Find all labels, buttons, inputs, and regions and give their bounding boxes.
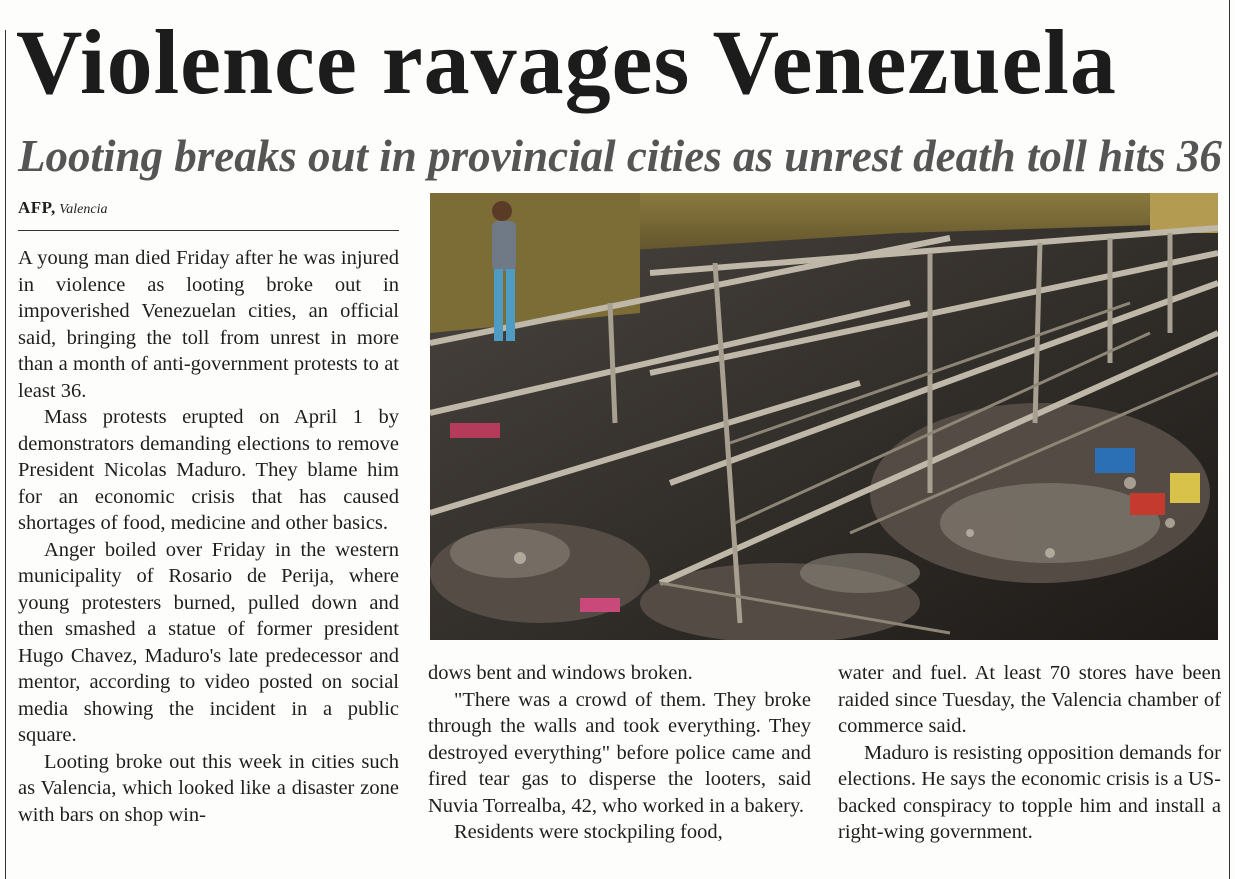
article-column-1	[18, 245, 399, 828]
byline	[18, 198, 107, 220]
byline-rule	[18, 230, 399, 231]
paragraph: dows bent and windows broken.	[428, 662, 693, 684]
article-column-3	[838, 660, 1221, 846]
looted-store-photo	[430, 193, 1218, 640]
paragraph: Anger boiled over Friday in the western municipality of Rosario de Perija, where young protesters burned, pulled down and then smashed a statue of former president Hugo Chavez, Maduro's late predecessor and mentor, according to video posted on social media showing the incident in a public square.	[18, 538, 399, 746]
paragraph: "There was a crowd of them. They broke through the walls and took everything. They destroyed everything" before police came and fired tear gas to disperse the looters, said Nuvia Torrealba, 42, who worked in a bakery.	[428, 688, 811, 817]
headline: Violence ravages Venezuela	[16, 11, 1117, 113]
byline-agency: AFP,	[18, 198, 56, 217]
paragraph: Maduro is resisting opposition demands for elections. He says the economic crisis is a US-backed conspiracy to topple him and install a right-wing government.	[838, 741, 1222, 843]
right-column-rule	[1229, 0, 1230, 879]
byline-place: Valencia	[59, 202, 108, 217]
paragraph: A young man died Friday after he was injured in violence as looting broke out in impoverished Venezuelan cities, an official said, bringing the toll from unrest in more than a month of anti-government protests to at least 36.	[18, 247, 399, 402]
paragraph: water and fuel. At least 70 stores have been raided since Tuesday, the Valencia chamber of commerce said.	[838, 662, 1221, 737]
article-column-2	[428, 660, 811, 846]
paragraph: Mass protests erupted on April 1 by demonstrators demanding elections to remove President Nicolas Maduro. They blame him for an economic crisis that has caused shortages of food, medicine and other basics.	[18, 406, 399, 534]
subheadline: Looting breaks out in provincial cities as unrest death toll hits 36	[18, 131, 1222, 181]
paragraph: Residents were stockpiling food,	[454, 821, 723, 843]
paragraph: Looting broke out this week in cities such as Valencia, which looked like a disaster zone with bars on shop win-	[18, 750, 399, 826]
left-column-rule	[5, 30, 6, 879]
